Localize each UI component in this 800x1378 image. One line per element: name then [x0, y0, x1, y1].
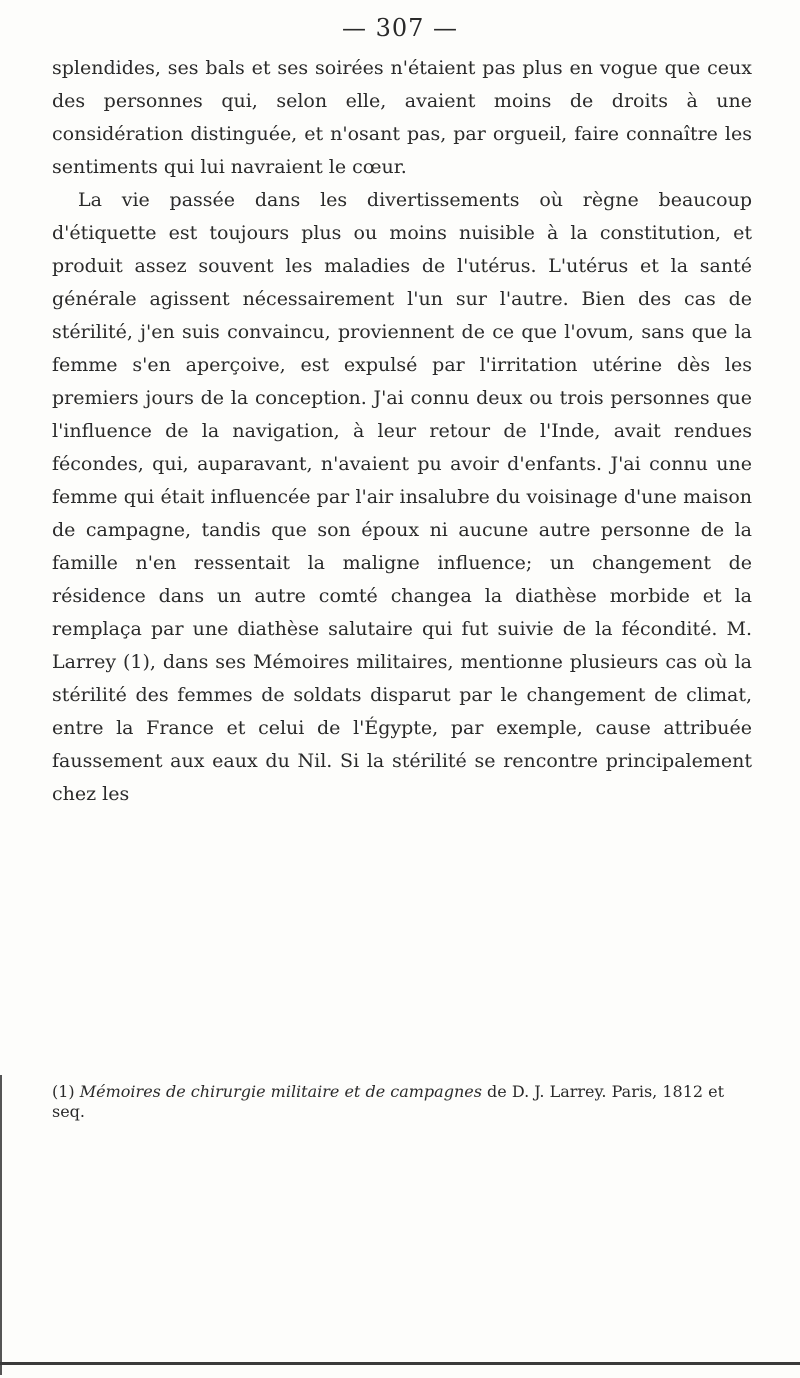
body-text — [52, 52, 752, 811]
paragraph-2: La vie passée dans les divertissements où règne beaucoup d'étiquette est toujours plus ou moins nuisible à la constitution, et produit assez souvent les maladies de l'utérus. L'utérus et la santé générale agissent nécessairement l'un sur l'autre. Bien des cas de stérilité, j'en suis convaincu, proviennent de ce que l'ovum, sans que la femme s'en aperçoive, est expulsé par l'irritation utérine dès les premiers jours de la conception. J'ai connu deux ou trois personnes que l'influence de la navigation, à leur retour de l'Inde, avait rendues fécondes, qui, auparavant, n'avaient pu avoir d'enfants. J'ai connu une femme qui était influencée par l'air insalubre du voisinage d'une maison de campagne, tandis que son époux ni aucune autre personne de la famille n'en ressentait la maligne influence; un changement de résidence dans un autre comté changea la diathèse morbide et la remplaça par une diathèse salutaire qui fut suivie de la fécondité. M. Larrey (1), dans ses Mémoires militaires, mentionne plusieurs cas où la stérilité des femmes de soldats disparut par le changement de climat, entre la France et celui de l'Égypte, par exemple, cause attribuée faussement aux eaux du Nil. Si la stérilité se rencontre principalement chez les — [52, 189, 752, 805]
paragraph-1: splendides, ses bals et ses soirées n'étaient pas plus en vogue que ceux des personnes qui, selon elle, avaient moins de droits à une considération distinguée, et n'osant pas, par orgueil, faire connaître les sentiments qui lui navraient le cœur. — [52, 57, 752, 178]
page-number: — 307 — — [341, 14, 459, 42]
footnote-marker: (1) — [52, 1082, 75, 1101]
page-edge-shadow — [0, 1075, 2, 1375]
footnote-title: Mémoires de chirurgie militaire et de campagnes — [79, 1082, 482, 1101]
footnote-rest: de D. J. Larrey. Paris, 1812 et seq. — [52, 1082, 725, 1121]
footnote — [52, 1082, 752, 1122]
bottom-rule — [0, 1362, 800, 1365]
